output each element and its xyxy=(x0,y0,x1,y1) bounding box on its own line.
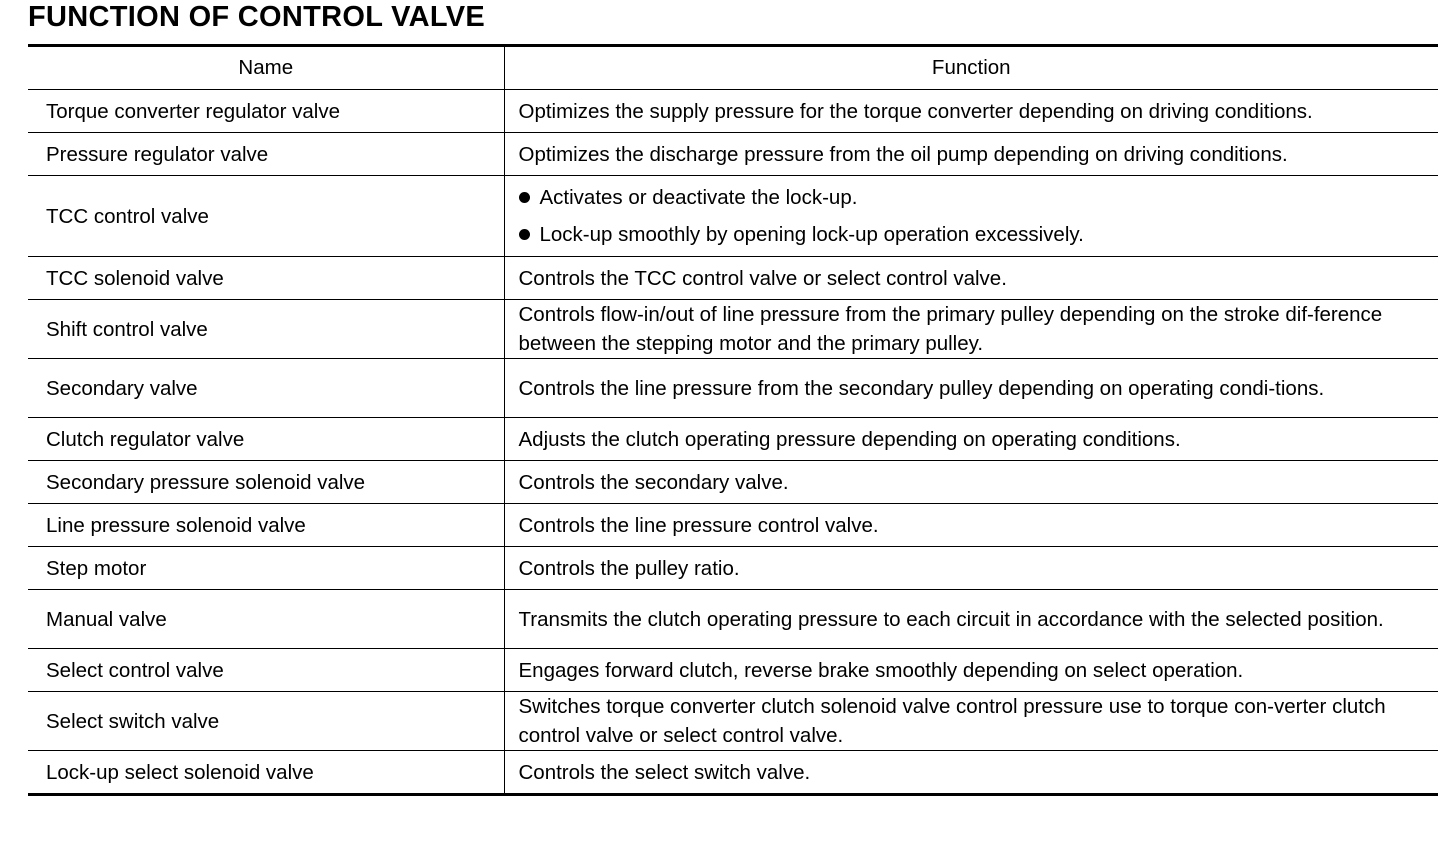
valve-function-cell: Controls flow-in/out of line pressure from the primary pulley depending on the stroke dif-ference between the stepping motor and the primary pulley. xyxy=(518,303,1383,355)
valve-name-cell: Torque converter regulator valve xyxy=(28,90,504,133)
valve-function-cell: Transmits the clutch operating pressure to each circuit in accordance with the selected position. xyxy=(518,607,1384,631)
table-row xyxy=(28,176,1438,257)
valve-function-cell: Adjusts the clutch operating pressure depending on operating conditions. xyxy=(518,427,1181,451)
valve-function-cell: Controls the pulley ratio. xyxy=(518,556,740,580)
table-row xyxy=(28,418,1438,461)
valve-function-cell: Engages forward clutch, reverse brake smoothly depending on select operation. xyxy=(518,658,1244,682)
valve-function-cell: Controls the line pressure from the secondary pulley depending on operating condi-tions. xyxy=(518,376,1325,400)
valve-name-cell: Manual valve xyxy=(28,590,504,649)
table-row xyxy=(28,751,1438,795)
valve-name-cell: TCC control valve xyxy=(28,176,504,257)
page-title: FUNCTION OF CONTROL VALVE xyxy=(28,1,485,33)
table-header-row xyxy=(28,46,1438,90)
table-row xyxy=(28,300,1438,359)
valve-function-cell: Optimizes the supply pressure for the torque converter depending on driving conditions. xyxy=(518,99,1313,123)
column-header-function: Function xyxy=(931,56,1011,79)
valve-name-cell: Pressure regulator valve xyxy=(28,133,504,176)
valve-function-cell: Controls the secondary valve. xyxy=(518,470,789,494)
valve-name-cell: Line pressure solenoid valve xyxy=(28,504,504,547)
valve-name-cell: Secondary valve xyxy=(28,359,504,418)
table-row xyxy=(28,504,1438,547)
bullet-text: Activates or deactivate the lock-up. xyxy=(539,186,858,209)
valve-function-cell: Optimizes the discharge pressure from the oil pump depending on driving conditions. xyxy=(518,142,1288,166)
valve-function-cell: Switches torque converter clutch solenoid valve control pressure use to torque con-verter clutch control valve or select control valve. xyxy=(518,695,1386,747)
table-row xyxy=(28,90,1438,133)
table-row xyxy=(28,692,1438,751)
valve-name-cell: Shift control valve xyxy=(28,300,504,359)
column-header-name: Name xyxy=(28,46,504,90)
valve-function-cell: Controls the select switch valve. xyxy=(518,760,811,784)
valve-name-cell: Clutch regulator valve xyxy=(28,418,504,461)
table-row xyxy=(28,461,1438,504)
table-row xyxy=(28,590,1438,649)
control-valve-table-wrapper xyxy=(28,44,1438,796)
table-row xyxy=(28,257,1438,300)
bullet-dot-icon xyxy=(519,229,530,240)
bullet-list xyxy=(519,179,1433,253)
table-row xyxy=(28,649,1438,692)
bullet-item xyxy=(519,216,1433,253)
valve-name-cell: Lock-up select solenoid valve xyxy=(28,751,504,795)
valve-function-cell: Controls the line pressure control valve. xyxy=(518,513,879,537)
valve-name-cell: TCC solenoid valve xyxy=(28,257,504,300)
valve-name-cell: Secondary pressure solenoid valve xyxy=(28,461,504,504)
valve-function-cell: Controls the TCC control valve or select control valve. xyxy=(518,266,1007,290)
bullet-text: Lock-up smoothly by opening lock-up operation excessively. xyxy=(539,223,1084,246)
bullet-dot-icon xyxy=(519,192,530,203)
valve-name-cell: Select switch valve xyxy=(28,692,504,751)
table-row xyxy=(28,359,1438,418)
valve-name-cell: Step motor xyxy=(28,547,504,590)
control-valve-table xyxy=(28,44,1438,796)
table-row xyxy=(28,547,1438,590)
valve-function-cell xyxy=(504,176,1438,257)
valve-name-cell: Select control valve xyxy=(28,649,504,692)
bullet-item xyxy=(519,179,1433,216)
table-row xyxy=(28,133,1438,176)
